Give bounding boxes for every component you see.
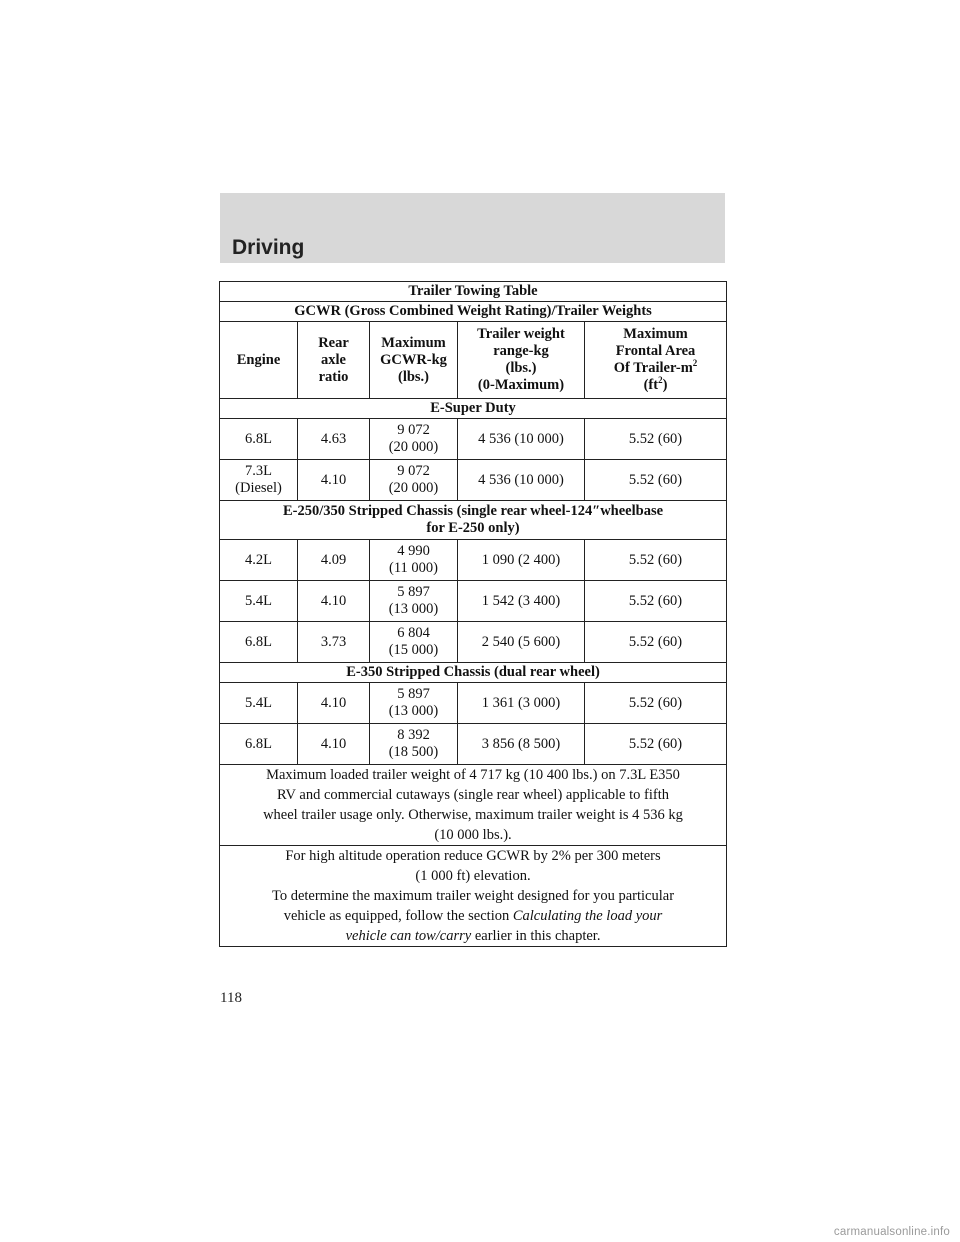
section-header-row — [220, 399, 727, 419]
section-title-e-super-duty: E-Super Duty — [220, 399, 727, 419]
table-row: 7.3L (Diesel) 4.10 9 072 (20 000) 4 536 (10 000) 5.52 (60) — [220, 460, 727, 501]
col-header-trailer: Trailer weight range-kg (lbs.) (0-Maximum) — [458, 322, 585, 399]
table-subtitle: GCWR (Gross Combined Weight Rating)/Trailer Weights — [220, 302, 727, 322]
col-header-gcwr: Maximum GCWR-kg (lbs.) — [370, 322, 458, 399]
section-title-e250-350-srw: E-250/350 Stripped Chassis (single rear wheel-124″wheelbase for E-250 only) — [220, 501, 727, 540]
table-title: Trailer Towing Table — [220, 282, 727, 302]
section-header-row — [220, 501, 727, 540]
note-high-altitude: For high altitude operation reduce GCWR by 2% per 300 meters (1 000 ft) elevation. To determine the maximum trailer weight designed for you particular vehicle as equipped, follow the section Calculating the load your vehicle can tow/carry earlier in this chapter. — [220, 846, 727, 947]
section-reference-link: Calculating the load your — [512, 908, 663, 924]
section-title-e350-drw: E-350 Stripped Chassis (dual rear wheel) — [220, 663, 727, 683]
trailer-towing-table — [219, 281, 727, 947]
note-row — [220, 846, 727, 947]
section-title: Driving — [232, 236, 305, 259]
section-reference-link-cont: vehicle can tow/carry — [345, 928, 472, 944]
col-header-axle: Rear axle ratio — [298, 322, 370, 399]
section-header-row — [220, 663, 727, 683]
column-header-row — [220, 322, 727, 399]
col-header-frontal: Maximum Frontal Area Of Trailer-$m^2$ $(ft^2)$ — [585, 322, 727, 399]
table-row: 5.4L 4.10 5 897 (13 000) 1 542 (3 400) 5.52 (60) — [220, 581, 727, 622]
page-number: 118 — [220, 990, 242, 1006]
note-max-loaded-trailer: Maximum loaded trailer weight of 4 717 kg (10 400 lbs.) on 7.3L E350 RV and commercial cutaways (single rear wheel) applicable to fifth wheel trailer usage only. Otherwise, maximum trailer weight is 4 536 kg (10 000 lbs.). — [220, 765, 727, 846]
col-header-engine: Engine — [220, 322, 298, 399]
table-row: 4.2L 4.09 4 990 (11 000) 1 090 (2 400) 5.52 (60) — [220, 540, 727, 581]
table-subtitle-row — [220, 302, 727, 322]
table-row: 6.8L 3.73 6 804 (15 000) 2 540 (5 600) 5.52 (60) — [220, 622, 727, 663]
table-title-row — [220, 282, 727, 302]
table-row: 6.8L 4.10 8 392 (18 500) 3 856 (8 500) 5.52 (60) — [220, 724, 727, 765]
table-row: 5.4L 4.10 5 897 (13 000) 1 361 (3 000) 5.52 (60) — [220, 683, 727, 724]
section-header-band — [220, 193, 725, 263]
table-row: 6.8L 4.63 9 072 (20 000) 4 536 (10 000) 5.52 (60) — [220, 419, 727, 460]
note-row — [220, 765, 727, 846]
watermark: carmanualsonline.info — [833, 1226, 950, 1238]
